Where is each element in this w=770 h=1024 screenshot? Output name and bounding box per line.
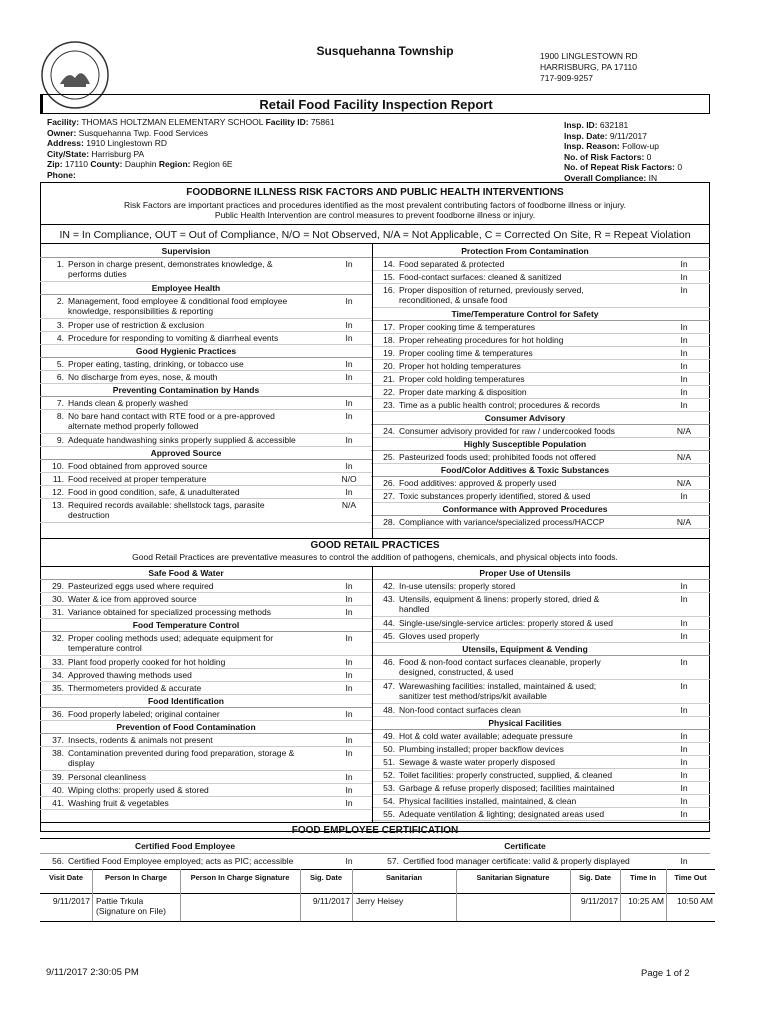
item-status: In <box>345 398 353 408</box>
item-text-continued: destruction <box>68 510 110 520</box>
item-text: Adequate ventilation & lighting; designated areas used <box>399 809 605 819</box>
item-status: In <box>345 435 353 445</box>
risk-section-desc-1: Risk Factors are important practices and procedures identified as the most prevalent contributing factors of foodborne illness or injury. <box>123 200 627 210</box>
item-text: Sewage & waste water properly disposed <box>399 757 555 767</box>
item-number: 22. <box>383 387 395 397</box>
item-number: 9. <box>56 435 64 445</box>
item-number: 36. <box>52 709 64 719</box>
item-status: In <box>680 272 688 282</box>
item-status: In <box>345 461 353 471</box>
item-number: 14. <box>383 259 395 269</box>
item-number: 51. <box>383 757 395 767</box>
page-number: Page 1 of 2 <box>641 968 690 979</box>
item-status: In <box>345 320 353 330</box>
item-text: Insects, rodents & animals not present <box>68 735 213 745</box>
item-text: Food-contact surfaces: cleaned & sanitized <box>399 272 562 282</box>
item-status: In <box>345 735 353 745</box>
item-status: N/A <box>676 478 692 488</box>
item-status: In <box>680 322 688 332</box>
item-text: Proper cooling methods used; adequate equipment for <box>68 633 274 643</box>
item-number: 38. <box>52 748 64 758</box>
item-status: In <box>345 772 353 782</box>
item-status: In <box>345 670 353 680</box>
item-number: 35. <box>52 683 64 693</box>
item-text-continued: alternate method properly followed <box>68 421 199 431</box>
section-subheading: Highly Susceptible Population <box>463 439 587 449</box>
item-status: N/O <box>341 474 357 484</box>
certification-title: FOOD EMPLOYEE CERTIFICATION <box>291 825 459 836</box>
item-number: 3. <box>56 320 64 330</box>
section-subheading: Utensils, Equipment & Vending <box>462 644 588 654</box>
item-number: 29. <box>52 581 64 591</box>
section-subheading: Food Identification <box>147 696 225 706</box>
visit-cell: 10:25 AM <box>628 896 664 906</box>
visit-header: Sanitarian <box>385 873 423 882</box>
item-text-continued: display <box>68 758 95 768</box>
item-text: Thermometers provided & accurate <box>68 683 202 693</box>
item-status: In <box>680 631 688 641</box>
visit-cell: 9/11/2017 <box>52 896 90 906</box>
item-text: Procedure for responding to vomiting & diarrheal events <box>68 333 279 343</box>
item-number: 42. <box>383 581 395 591</box>
item-text: Proper date marking & disposition <box>399 387 527 397</box>
item-text-continued: reconditioned, & unsafe food <box>399 295 508 305</box>
visit-header: Time In <box>629 873 657 882</box>
item-status: N/A <box>341 500 357 510</box>
item-number: 4. <box>56 333 64 343</box>
item-text: Compliance with variance/specialized process/HACCP <box>399 517 605 527</box>
item-text: Non-food contact surfaces clean <box>399 705 521 715</box>
section-subheading: Employee Health <box>151 283 221 293</box>
item-text: Proper hot holding temperatures <box>399 361 521 371</box>
item-text-continued: knowledge, responsibilities & reporting <box>68 306 214 316</box>
item-number: 45. <box>383 631 395 641</box>
item-status: In <box>345 581 353 591</box>
item-status: In <box>345 785 353 795</box>
item-text: Gloves used properly <box>399 631 480 641</box>
item-status: In <box>345 709 353 719</box>
item-text: Adequate handwashing sinks properly supplied & accessible <box>68 435 296 445</box>
status-legend: IN = In Compliance, OUT = Out of Compliance, N/O = Not Observed, N/A = Not Applicable, C = Corrected On Site, R = Repeat Violation <box>59 229 691 241</box>
item-status: In <box>345 487 353 497</box>
item-text: Washing fruit & vegetables <box>68 798 169 808</box>
item-number: 54. <box>383 796 395 806</box>
item-status: In <box>345 359 353 369</box>
item-number: 49. <box>383 731 395 741</box>
visit-cell: 10:50 AM <box>677 896 713 906</box>
section-subheading: Food Temperature Control <box>132 620 240 630</box>
item-text: Food obtained from approved source <box>68 461 208 471</box>
item-text: Proper cooling time & temperatures <box>399 348 533 358</box>
item-status: In <box>680 681 688 691</box>
item-text: Proper cold holding temperatures <box>399 374 525 384</box>
item-text: Food additives: approved & properly used <box>399 478 557 488</box>
item-number: 34. <box>52 670 64 680</box>
item-text: Time as a public health control; procedures & records <box>399 400 600 410</box>
item-number: 6. <box>56 372 64 382</box>
certified-employee-heading: Certified Food Employee <box>134 841 236 851</box>
item-text: Proper eating, tasting, drinking, or tobacco use <box>68 359 244 369</box>
section-subheading: Safe Food & Water <box>148 568 224 578</box>
item-text: Pasteurized foods used; prohibited foods not offered <box>399 452 596 462</box>
item-number: 31. <box>52 607 64 617</box>
item-text: Toilet facilities: properly constructed, supplied, & cleaned <box>399 770 613 780</box>
item-text: Proper cooking time & temperatures <box>399 322 536 332</box>
item-status: In <box>680 387 688 397</box>
item-number: 50. <box>383 744 395 754</box>
section-subheading: Supervision <box>161 246 211 256</box>
item-text: Proper use of restriction & exclusion <box>68 320 205 330</box>
item-text-continued: designed, constructed, & used <box>399 667 514 677</box>
item-number: 23. <box>383 400 395 410</box>
item-number: 41. <box>52 798 64 808</box>
item-number: 28. <box>383 517 395 527</box>
item-text: Required records available: shellstock tags, parasite <box>68 500 265 510</box>
item-text: Management, food employee & conditional food employee <box>68 296 288 306</box>
item-number: 25. <box>383 452 395 462</box>
section-subheading: Preventing Contamination by Hands <box>112 385 260 395</box>
item-status: In <box>680 285 688 295</box>
certificate-heading: Certificate <box>504 841 546 851</box>
section-subheading: Protection From Contamination <box>461 246 589 256</box>
item-number: 12. <box>52 487 64 497</box>
item-status: In <box>345 798 353 808</box>
item-text: Pasteurized eggs used where required <box>68 581 214 591</box>
item-status: In <box>345 594 353 604</box>
item-number: 43. <box>383 594 395 604</box>
item-text: Consumer advisory provided for raw / undercooked foods <box>399 426 615 436</box>
risk-section-title: FOODBORNE ILLNESS RISK FACTORS AND PUBLIC HEALTH INTERVENTIONS <box>186 187 564 198</box>
item-number: 21. <box>383 374 395 384</box>
item-status: In <box>345 657 353 667</box>
item-status: In <box>680 705 688 715</box>
section-subheading: Conformance with Approved Procedures <box>442 504 608 514</box>
item-status: In <box>345 333 353 343</box>
item-status: In <box>345 633 353 643</box>
item-status: In <box>680 400 688 410</box>
section-subheading: Good Hygienic Practices <box>135 346 237 356</box>
section-subheading: Food/Color Additives & Toxic Substances <box>440 465 610 475</box>
item-text: Proper reheating procedures for hot holding <box>399 335 564 345</box>
visit-header: Sig. Date <box>309 873 343 882</box>
item-text: Single-use/single-service articles: properly stored & used <box>399 618 614 628</box>
item-status: In <box>345 296 353 306</box>
facility-info: Facility: THOMAS HOLTZMAN ELEMENTARY SCHOOL Facility ID: 75861 Owner: Susquehanna Twp. Food Services Address: 1910 Linglestown RD City/State: Harrisburg PA Zip: 17110 County: Dauphin Region: Region 6E Phone: <box>47 117 335 180</box>
item-text: Garbage & refuse properly disposed; facilities maintained <box>399 783 615 793</box>
visit-header: Sig. Date <box>578 873 612 882</box>
visit-cell: Jerry Heisey <box>356 896 404 906</box>
cert-status-57: In <box>680 856 688 866</box>
item-number: 46. <box>383 657 395 667</box>
section-subheading: Consumer Advisory <box>484 413 566 423</box>
item-number: 13. <box>52 500 64 510</box>
item-number: 33. <box>52 657 64 667</box>
visit-cell: 9/11/2017 <box>312 896 350 906</box>
item-status: In <box>680 491 688 501</box>
item-text: Approved thawing methods used <box>68 670 192 680</box>
item-number: 2. <box>56 296 64 306</box>
item-status: In <box>680 348 688 358</box>
inspection-info: Insp. ID: 632181 Insp. Date: 9/11/2017 Insp. Reason: Follow-up No. of Risk Factors: 0 No. of Repeat Risk Factors: 0 Overall Compliance: IN <box>564 120 683 183</box>
section-subheading: Prevention of Food Contamination <box>116 722 256 732</box>
item-status: N/A <box>676 517 692 527</box>
item-text: Food properly labeled; original container <box>68 709 220 719</box>
item-status: In <box>680 361 688 371</box>
visit-cell: Pattie Trkula (Signature on File) <box>96 896 166 916</box>
printed-timestamp: 9/11/2017 2:30:05 PM <box>46 967 139 978</box>
section-subheading: Time/Temperature Control for Safety <box>451 309 599 319</box>
item-number: 11. <box>52 474 64 484</box>
item-number: 24. <box>383 426 395 436</box>
item-status: In <box>680 259 688 269</box>
item-text: Variance obtained for specialized processing methods <box>68 607 272 617</box>
item-status: In <box>680 618 688 628</box>
visit-cell: 9/11/2017 <box>580 896 618 906</box>
item-number: 7. <box>56 398 64 408</box>
risk-section-desc-2: Public Health Intervention are control measures to prevent foodborne illness or injury. <box>214 210 536 220</box>
report-title: Retail Food Facility Inspection Report <box>40 94 710 114</box>
item-status: In <box>680 770 688 780</box>
item-number: 40. <box>52 785 64 795</box>
item-status: In <box>680 809 688 819</box>
retail-section-desc: Good Retail Practices are preventative measures to control the addition of pathogens, chemicals, and physical objects into foods. <box>132 552 618 562</box>
item-text: No discharge from eyes, nose, & mouth <box>68 372 218 382</box>
item-number: 48. <box>383 705 395 715</box>
item-text: Food separated & protected <box>399 259 505 269</box>
item-number: 53. <box>383 783 395 793</box>
retail-section-title: GOOD RETAIL PRACTICES <box>310 540 440 551</box>
item-status: In <box>345 411 353 421</box>
item-text: Food & non-food contact surfaces cleanable, properly <box>399 657 601 667</box>
visit-header: Visit Date <box>48 873 84 882</box>
item-text: Personal cleanliness <box>68 772 146 782</box>
item-number: 1. <box>56 259 64 269</box>
item-number: 26. <box>383 478 395 488</box>
item-number: 20. <box>383 361 395 371</box>
item-text: Warewashing facilities: installed, maintained & used; <box>399 681 597 691</box>
item-number: 16. <box>383 285 395 295</box>
cert-status-56: In <box>345 856 353 866</box>
item-text: Person in charge present, demonstrates knowledge, & <box>68 259 273 269</box>
item-status: In <box>680 581 688 591</box>
item-text: No bare hand contact with RTE food or a pre-approved <box>68 411 275 421</box>
item-text: Proper disposition of returned, previously served, <box>399 285 584 295</box>
organization-address: 1900 LINGLESTOWN RD HARRISBURG, PA 17110 717-909-9257 <box>540 51 638 83</box>
section-subheading: Physical Facilities <box>488 718 562 728</box>
item-text-continued: sanitizer test method/strips/kit available <box>399 691 547 701</box>
item-text-continued: performs duties <box>68 269 127 279</box>
item-number: 30. <box>52 594 64 604</box>
item-number: 17. <box>383 322 395 332</box>
item-status: In <box>345 607 353 617</box>
visit-header: Time Out <box>674 873 707 882</box>
item-text: Toxic substances properly identified, stored & used <box>399 491 591 501</box>
item-text: Plumbing installed; proper backflow devices <box>399 744 564 754</box>
item-status: In <box>345 259 353 269</box>
visit-header: Person In Charge <box>104 873 168 882</box>
item-number: 37. <box>52 735 64 745</box>
item-text: Utensils, equipment & linens: properly stored, dried & <box>399 594 600 604</box>
item-number: 39. <box>52 772 64 782</box>
item-number: 15. <box>383 272 395 282</box>
item-text: Hot & cold water available; adequate pressure <box>399 731 573 741</box>
item-text: Plant food properly cooked for hot holding <box>68 657 226 667</box>
item-number: 44. <box>383 618 395 628</box>
item-number: 32. <box>52 633 64 643</box>
item-status: In <box>680 594 688 604</box>
item-text: Wiping cloths: properly used & stored <box>68 785 209 795</box>
organization-name: Susquehanna Township <box>316 44 454 58</box>
item-text: Contamination prevented during food preparation, storage & <box>68 748 295 758</box>
item-text: Physical facilities installed, maintained, & clean <box>399 796 577 806</box>
item-status: N/A <box>676 452 692 462</box>
visit-header: Sanitarian Signature <box>476 873 550 882</box>
item-number: 10. <box>52 461 64 471</box>
item-status: In <box>680 731 688 741</box>
item-status: In <box>345 683 353 693</box>
section-subheading: Proper Use of Utensils <box>479 568 571 578</box>
item-status: In <box>680 744 688 754</box>
item-number: 47. <box>383 681 395 691</box>
item-status: In <box>345 372 353 382</box>
item-number: 8. <box>56 411 64 421</box>
item-status: N/A <box>676 426 692 436</box>
item-text-continued: temperature control <box>68 643 142 653</box>
item-text: Water & ice from approved source <box>68 594 197 604</box>
item-status: In <box>680 657 688 667</box>
item-status: In <box>345 748 353 758</box>
item-number: 5. <box>56 359 64 369</box>
item-text: In-use utensils: properly stored <box>399 581 516 591</box>
item-status: In <box>680 757 688 767</box>
item-status: In <box>680 335 688 345</box>
item-number: 19. <box>383 348 395 358</box>
item-number: 55. <box>383 809 395 819</box>
item-number: 18. <box>383 335 395 345</box>
item-text-continued: handled <box>399 604 430 614</box>
item-status: In <box>680 783 688 793</box>
item-status: In <box>680 374 688 384</box>
item-text: Hands clean & properly washed <box>68 398 189 408</box>
visit-header: Person In Charge Signature <box>190 873 290 882</box>
item-number: 27. <box>383 491 395 501</box>
item-text: Food received at proper temperature <box>68 474 207 484</box>
item-text: Food in good condition, safe, & unadulterated <box>68 487 240 497</box>
item-status: In <box>680 796 688 806</box>
section-subheading: Approved Source <box>150 448 222 458</box>
item-number: 52. <box>383 770 395 780</box>
